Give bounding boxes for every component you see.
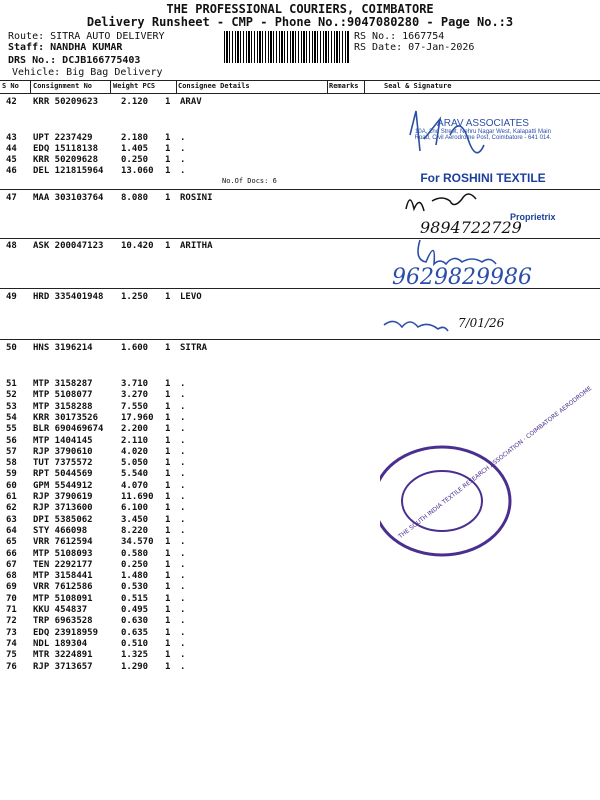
row-weight: 1.600	[121, 343, 149, 353]
row-pcs: 1	[165, 390, 171, 401]
col-divider	[364, 80, 365, 93]
levo-signature	[384, 321, 448, 331]
col-header-remarks: Remarks	[329, 82, 359, 90]
col-header-seal: Seal & Signature	[384, 82, 452, 90]
row-consignee: .	[180, 503, 186, 514]
row-sno: 70	[6, 593, 17, 604]
row-consignment: MTP 5108093	[33, 548, 93, 559]
row-consignee: .	[180, 661, 186, 672]
row-consignee: .	[180, 166, 186, 176]
row-sno: 58	[6, 458, 17, 469]
row-consignee: .	[180, 627, 186, 638]
col-divider	[327, 80, 328, 93]
row-consignee: .	[180, 424, 186, 435]
row-sno: 67	[6, 559, 17, 570]
row-sno: 71	[6, 605, 17, 615]
row-consignment: RJP 3790619	[33, 492, 93, 502]
row-consignee: .	[180, 650, 186, 661]
row-pcs: 1	[165, 514, 171, 525]
col-divider	[30, 80, 31, 93]
row-consignment: VRR 7612594	[33, 537, 93, 548]
row-pcs: 1	[165, 525, 171, 536]
row-consignment: HNS 3196214	[33, 343, 93, 353]
row-consignment: EDQ 23918959	[33, 627, 99, 638]
row-pcs: 1	[165, 571, 171, 582]
row-consignee: .	[180, 514, 186, 525]
row-consignment: KRR 50209628	[33, 155, 99, 165]
row-sno: 56	[6, 435, 17, 446]
row-sno: 75	[6, 650, 17, 661]
row-consignment: GPM 5544912	[33, 480, 93, 491]
row-pcs: 1	[165, 661, 171, 672]
row-pcs: 1	[165, 638, 171, 649]
row-sno: 49	[6, 292, 17, 302]
row-consignee: ARITHA	[180, 241, 213, 251]
row-weight: 4.070	[121, 480, 149, 491]
rosini-signature	[406, 194, 476, 211]
row-sno: 63	[6, 514, 17, 525]
col-header-weight-pcs: Weight PCS	[113, 82, 156, 90]
row-weight: 5.540	[121, 469, 149, 480]
rs-date: RS Date: 07-Jan-2026	[354, 42, 475, 53]
col-divider	[176, 80, 177, 93]
arav-stamp-name: ARAV ASSOCIATES	[437, 118, 529, 129]
row-sno: 50	[6, 343, 17, 353]
row-sno: 61	[6, 492, 17, 502]
row-weight: 0.495	[121, 605, 149, 615]
row-weight: 6.100	[121, 503, 149, 514]
row-weight: 2.180	[121, 133, 149, 143]
row-pcs: 1	[165, 133, 171, 143]
row-weight: 7.550	[121, 401, 149, 412]
row-sno: 44	[6, 144, 17, 154]
row-weight: 10.420	[121, 241, 154, 251]
row-consignment: TEN 2292177	[33, 559, 93, 570]
row-pcs: 1	[165, 292, 171, 302]
row-pcs: 1	[165, 605, 171, 615]
row-pcs: 1	[165, 492, 171, 502]
row-sno: 76	[6, 661, 17, 672]
row-sno: 53	[6, 401, 17, 412]
row-consignment: VRR 7612586	[33, 582, 93, 593]
row-pcs: 1	[165, 593, 171, 604]
row-consignee: .	[180, 469, 186, 480]
row-consignment: MTP 3158441	[33, 571, 93, 582]
seal-text: THE SOUTH INDIA TEXTILE RESEARCH ASSOCIATION · COIMBATORE AERODROME	[397, 384, 594, 541]
row-consignee: ARAV	[180, 97, 202, 107]
row-consignee: .	[180, 412, 186, 423]
row-pcs: 1	[165, 412, 171, 423]
row-consignee: .	[180, 605, 186, 615]
row-pcs: 1	[165, 458, 171, 469]
row-weight: 1.480	[121, 571, 149, 582]
arav-stamp-address: 10A, 2nd Street, Nehru Nagar West, Kalapatti Main Road, Civil Aerodrome Post, Coimbatore - 641 014.	[414, 129, 552, 141]
page-subtitle: Delivery Runsheet - CMP - Phone No.:9047080280 - Page No.:3	[86, 15, 514, 29]
row-sno: 72	[6, 616, 17, 627]
row-weight: 8.080	[121, 193, 149, 203]
aritha-signature	[418, 240, 496, 264]
row-consignee: .	[180, 525, 186, 536]
row-weight: 0.510	[121, 638, 149, 649]
col-header-sno: S No	[2, 82, 19, 90]
row-weight: 0.250	[121, 155, 149, 165]
row-sno: 42	[6, 97, 17, 107]
row-weight: 2.120	[121, 97, 149, 107]
row-pcs: 1	[165, 193, 171, 203]
row-consignment: TUT 7375572	[33, 458, 93, 469]
row-consignee: .	[180, 548, 186, 559]
row-pcs: 1	[165, 379, 171, 389]
row-pcs: 1	[165, 548, 171, 559]
row-weight: 17.960	[121, 412, 154, 423]
row-weight: 11.690	[121, 492, 154, 502]
row-consignee: .	[180, 480, 186, 491]
row-consignment: EDQ 15118138	[33, 144, 99, 154]
row-consignee: .	[180, 559, 186, 570]
row-pcs: 1	[165, 155, 171, 165]
row-consignment: RJP 3713600	[33, 503, 93, 514]
row-sno: 46	[6, 166, 17, 176]
row-weight: 0.250	[121, 559, 149, 570]
row-pcs: 1	[165, 435, 171, 446]
row-consignment: BLR 690469674	[33, 424, 104, 435]
row-consignee: ROSINI	[180, 193, 213, 203]
row-weight: 2.200	[121, 424, 149, 435]
row-weight: 1.405	[121, 144, 149, 154]
sitra-seal	[380, 385, 593, 555]
row-consignment: MTR 3224891	[33, 650, 93, 661]
row-consignee: .	[180, 616, 186, 627]
row-consignment: RPT 5044569	[33, 469, 93, 480]
row-weight: 13.060	[121, 166, 154, 176]
row-sno: 68	[6, 571, 17, 582]
row-sno: 54	[6, 412, 17, 423]
row-weight: 3.450	[121, 514, 149, 525]
row-consignee: .	[180, 144, 186, 154]
row-consignment: HRD 335401948	[33, 292, 104, 302]
row-pcs: 1	[165, 401, 171, 412]
row-pcs: 1	[165, 166, 171, 176]
row-consignment: MTP 5108077	[33, 390, 93, 401]
row-consignment: MTP 5108091	[33, 593, 93, 604]
row-consignee: .	[180, 537, 186, 548]
row-consignee: SITRA	[180, 343, 208, 353]
row-pcs: 1	[165, 480, 171, 491]
row-sno: 55	[6, 424, 17, 435]
row-consignee: .	[180, 390, 186, 401]
row-weight: 0.515	[121, 593, 149, 604]
row-sno: 69	[6, 582, 17, 593]
row-sno: 47	[6, 193, 17, 203]
row-consignment: RJP 3790610	[33, 446, 93, 457]
row-consignment: MTP 3158288	[33, 401, 93, 412]
header-top-rule	[0, 80, 600, 81]
page-title: THE PROFESSIONAL COURIERS, COIMBATORE	[166, 2, 434, 16]
row-sno: 45	[6, 155, 17, 165]
roshini-stamp: For ROSHINI TEXTILE	[420, 171, 546, 185]
roshini-proprietrix: Proprietrix	[510, 212, 556, 222]
row-consignee: .	[180, 458, 186, 469]
row-pcs: 1	[165, 343, 171, 353]
row-pcs: 1	[165, 650, 171, 661]
row-consignment: KRR 30173526	[33, 412, 99, 423]
row-consignee: .	[180, 379, 186, 389]
row-weight: 8.220	[121, 525, 149, 536]
col-header-consignee: Consignee Details	[178, 82, 250, 90]
row-weight: 1.325	[121, 650, 149, 661]
row-consignee: .	[180, 155, 186, 165]
row-consignee: .	[180, 446, 186, 457]
row-sno: 59	[6, 469, 17, 480]
row-consignee: .	[180, 582, 186, 593]
row-sno: 52	[6, 390, 17, 401]
row-weight: 0.530	[121, 582, 149, 593]
row-consignment: DPI 5385062	[33, 514, 93, 525]
barcode	[224, 31, 350, 63]
row-consignment: KRR 50209623	[33, 97, 99, 107]
row-sno: 74	[6, 638, 17, 649]
row-consignee: LEVO	[180, 292, 202, 302]
row-consignment: KKU 454837	[33, 605, 88, 615]
row-sno: 48	[6, 241, 17, 251]
row-consignment: ASK 200047123	[33, 241, 104, 251]
row-consignment: RJP 3713657	[33, 661, 93, 672]
row-pcs: 1	[165, 582, 171, 593]
row-consignment: STY 466098	[33, 525, 88, 536]
no-of-docs: No.Of Docs: 6	[222, 177, 277, 185]
staff-label: Staff: NANDHA KUMAR	[8, 42, 123, 53]
row-sno: 66	[6, 548, 17, 559]
route-label: Route: SITRA AUTO DELIVERY	[8, 31, 165, 42]
row-sno: 43	[6, 133, 17, 143]
row-consignee: .	[180, 593, 186, 604]
row-consignment: MAA 303103764	[33, 193, 104, 203]
levo-date: 7/01/26	[458, 316, 505, 330]
drs-number: DRS No.: DCJB166775403	[8, 55, 141, 66]
row-consignee: .	[180, 638, 186, 649]
rs-number: RS No.: 1667754	[354, 31, 445, 42]
row-pcs: 1	[165, 241, 171, 251]
row-weight: 4.020	[121, 446, 149, 457]
row-weight: 3.270	[121, 390, 149, 401]
row-pcs: 1	[165, 616, 171, 627]
row-sno: 65	[6, 537, 17, 548]
row-pcs: 1	[165, 627, 171, 638]
row-weight: 2.110	[121, 435, 149, 446]
signature-layer	[380, 105, 600, 665]
row-pcs: 1	[165, 424, 171, 435]
vehicle-label: Vehicle: Big Bag Delivery	[12, 67, 163, 78]
rosini-phone: 9894722729	[420, 218, 522, 237]
row-consignee: .	[180, 435, 186, 446]
header-bottom-rule	[0, 93, 600, 94]
row-sno: 51	[6, 379, 17, 389]
row-weight: 1.290	[121, 661, 149, 672]
row-sno: 64	[6, 525, 17, 536]
row-weight: 34.570	[121, 537, 154, 548]
row-pcs: 1	[165, 559, 171, 570]
row-weight: 1.250	[121, 292, 149, 302]
row-consignment: TRP 6963528	[33, 616, 93, 627]
row-weight: 3.710	[121, 379, 149, 389]
row-consignment: MTP 3158287	[33, 379, 93, 389]
row-consignee: .	[180, 571, 186, 582]
arav-stamp	[408, 118, 558, 185]
row-sno: 62	[6, 503, 17, 514]
row-consignee: .	[180, 492, 186, 502]
row-pcs: 1	[165, 97, 171, 107]
row-consignee: .	[180, 401, 186, 412]
row-weight: 0.630	[121, 616, 149, 627]
col-divider	[110, 80, 111, 93]
row-consignment: NDL 189304	[33, 638, 88, 649]
row-consignee: .	[180, 133, 186, 143]
row-pcs: 1	[165, 503, 171, 514]
row-consignment: MTP 1404145	[33, 435, 93, 446]
row-consignment: DEL 121815964	[33, 166, 104, 176]
aritha-phone: 9629829986	[392, 265, 532, 290]
row-pcs: 1	[165, 446, 171, 457]
row-pcs: 1	[165, 469, 171, 480]
row-sno: 73	[6, 627, 17, 638]
row-pcs: 1	[165, 537, 171, 548]
col-header-consignment: Consignment No	[33, 82, 93, 90]
row-sno: 57	[6, 446, 17, 457]
row-sno: 60	[6, 480, 17, 491]
row-pcs: 1	[165, 144, 171, 154]
row-weight: 0.580	[121, 548, 149, 559]
row-weight: 5.050	[121, 458, 149, 469]
row-weight: 0.635	[121, 627, 149, 638]
row-consignment: UPT 2237429	[33, 133, 93, 143]
